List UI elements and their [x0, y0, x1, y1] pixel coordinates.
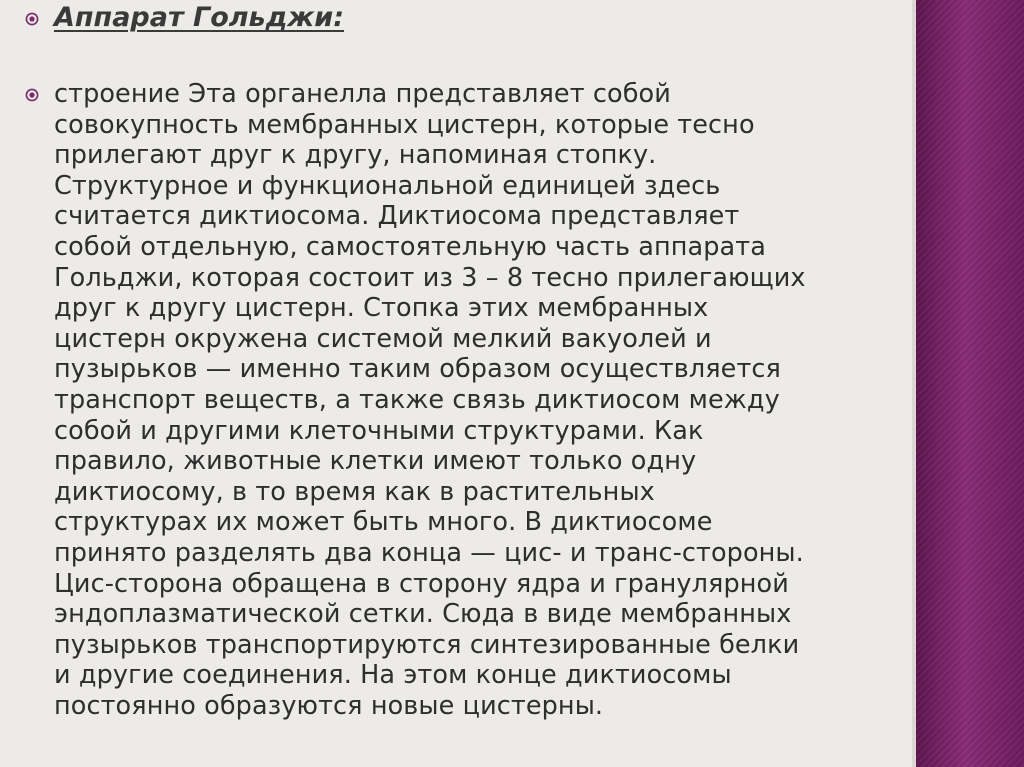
paragraph-line: цистерн окружена системой мелкий вакуолей и [54, 323, 712, 354]
paragraph-line: принято разделять два конца — цис- и транс-стороны. [54, 537, 804, 568]
paragraph-line: прилегают друг к другу, напоминая стопку. [54, 140, 657, 171]
paragraph-bullet-icon [25, 88, 39, 102]
paragraph-line: транспорт веществ, а также связь диктиосом между [54, 384, 780, 415]
paragraph-line: собой и другими клеточными структурами. Как [54, 415, 704, 446]
paragraph-line: считается диктиосома. Диктиосома представляет [54, 201, 740, 232]
paragraph-line: Структурное и функциональной единицей здесь [54, 170, 721, 201]
paragraph-line: структурах их может быть много. В диктиосоме [54, 507, 713, 538]
body-paragraph [54, 79, 904, 721]
paragraph-line: пузырьков транспортируются синтезированные белки [54, 629, 800, 660]
paragraph-line: собой отдельную, самостоятельную часть аппарата [54, 231, 766, 262]
paragraph-line: пузырьков — именно таким образом осуществляется [54, 354, 781, 385]
paragraph-line: Цис-сторона обращена в сторону ядра и гранулярной [54, 568, 789, 599]
paragraph-line: строение Эта органелла представляет собой [54, 79, 671, 109]
paragraph-line: Гольджи, которая состоит из 3 – 8 тесно прилегающих [54, 262, 806, 293]
paragraph-line: совокупность мембранных цистерн, которые тесно [54, 109, 755, 140]
paragraph-line: и другие соединения. На этом конце диктиосомы [54, 660, 732, 691]
paragraph-line: правило, животные клетки имеют только одну [54, 446, 697, 477]
paragraph-line: друг к другу цистерн. Стопка этих мембранных [54, 293, 709, 324]
paragraph-line: диктиосому, в то время как в растительных [54, 476, 655, 507]
paragraph-line: постоянно образуются новые цистерны. [54, 690, 604, 721]
decorative-side-band [916, 0, 1024, 767]
heading-bullet-icon [25, 12, 39, 26]
paragraph-line: эндоплазматической сетки. Сюда в виде мембранных [54, 599, 792, 630]
slide-heading: Аппарат Гольджи: [54, 2, 345, 33]
